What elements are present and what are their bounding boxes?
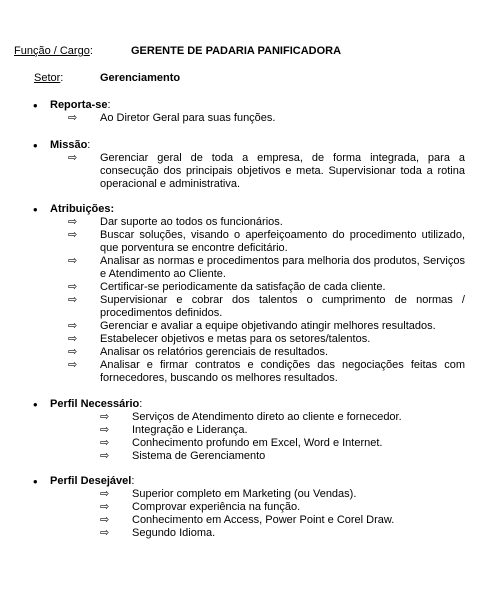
bullet-perfil-necessario: •: [33, 397, 38, 412]
arrow-icon: ⇨: [68, 346, 78, 358]
perfil-necessario-item: Sistema de Gerenciamento: [132, 450, 266, 462]
missao-heading: [50, 139, 90, 152]
missao-colon: :: [87, 139, 91, 151]
atribuicoes-item: Analisar as normas e procedimentos para melhoria dos produtos, Serviços e Atendimento ao Cliente.: [100, 255, 465, 280]
arrow-icon: ⇨: [68, 229, 78, 241]
funcao-line: [14, 45, 93, 58]
arrow-icon: ⇨: [68, 216, 78, 228]
perfil-desejavel-item: Segundo Idioma.: [132, 527, 216, 539]
perfil-desejavel-item: Superior completo em Marketing (ou Vendas).: [132, 488, 357, 500]
setor-label: Setor: [34, 72, 61, 84]
arrow-icon: ⇨: [100, 527, 110, 539]
reporta-label: Reporta-se: [50, 99, 108, 111]
arrow-icon: ⇨: [68, 281, 78, 293]
arrow-icon: ⇨: [100, 514, 110, 526]
bullet-missao: •: [33, 138, 38, 153]
arrow-icon: ⇨: [68, 152, 78, 164]
reporta-heading: [50, 99, 111, 112]
arrow-icon: ⇨: [100, 424, 110, 436]
perfil-desejavel-colon: :: [131, 475, 135, 487]
perfil-necessario-label: Perfil Necessário: [50, 398, 140, 410]
perfil-desejavel-item: Comprovar experiência na função.: [132, 501, 301, 513]
perfil-necessario-item: Serviços de Atendimento direto ao cliente e fornecedor.: [132, 411, 402, 423]
funcao-label: Função / Cargo: [14, 45, 90, 57]
reporta-colon: :: [107, 99, 111, 111]
arrow-icon: ⇨: [68, 112, 78, 124]
atribuicoes-item: Analisar e firmar contratos e condições das negociações feitas com fornecedores, buscando os melhores resultados.: [100, 359, 465, 384]
arrow-icon: ⇨: [100, 501, 110, 513]
missao-item: Gerenciar geral de toda a empresa, de forma integrada, para a consecução dos principais objetivos e meta. Supervisionar toda a rotina operacional e administrativa.: [100, 152, 465, 190]
atribuicoes-item: Dar suporte ao todos os funcionários.: [100, 216, 283, 228]
arrow-icon: ⇨: [100, 437, 110, 449]
arrow-icon: ⇨: [68, 320, 78, 332]
setor-line: [34, 72, 63, 85]
bullet-perfil-desejavel: •: [33, 474, 38, 489]
perfil-necessario-heading: [50, 398, 142, 411]
arrow-icon: ⇨: [100, 488, 110, 500]
arrow-icon: ⇨: [68, 294, 78, 306]
arrow-icon: ⇨: [100, 450, 110, 462]
funcao-colon: :: [89, 45, 93, 57]
atribuicoes-label: Atribuições:: [50, 203, 115, 215]
perfil-desejavel-label: Perfil Desejável: [50, 475, 132, 487]
perfil-desejavel-item: Conhecimento em Access, Power Point e Corel Draw.: [132, 514, 395, 526]
bullet-reporta: •: [33, 98, 38, 113]
arrow-icon: ⇨: [100, 411, 110, 423]
setor-colon: :: [60, 72, 64, 84]
perfil-desejavel-heading: [50, 475, 134, 488]
funcao-value: GERENTE DE PADARIA PANIFICADORA: [131, 45, 342, 57]
arrow-icon: ⇨: [68, 255, 78, 267]
atribuicoes-item: Supervisionar e cobrar dos talentos o cumprimento de normas / procedimentos definidos.: [100, 294, 465, 319]
atribuicoes-item: Estabelecer objetivos e metas para os setores/talentos.: [100, 333, 371, 345]
missao-label: Missão: [50, 139, 88, 151]
perfil-necessario-colon: :: [139, 398, 143, 410]
reporta-item: Ao Diretor Geral para suas funções.: [100, 112, 276, 124]
setor-value: Gerenciamento: [100, 72, 181, 84]
arrow-icon: ⇨: [68, 359, 78, 371]
perfil-necessario-item: Integração e Liderança.: [132, 424, 248, 436]
atribuicoes-item: Analisar os relatórios gerenciais de resultados.: [100, 346, 329, 358]
arrow-icon: ⇨: [68, 333, 78, 345]
bullet-atribuicoes: •: [33, 202, 38, 217]
atribuicoes-item: Buscar soluções, visando o aperfeiçoamento do procedimento utilizado, que porventura se encontre deficitário.: [100, 229, 465, 254]
atribuicoes-item: Certificar-se periodicamente da satisfação de cada cliente.: [100, 281, 386, 293]
perfil-necessario-item: Conhecimento profundo em Excel, Word e Internet.: [132, 437, 383, 449]
atribuicoes-item: Gerenciar e avaliar a equipe objetivando atingir melhores resultados.: [100, 320, 436, 332]
